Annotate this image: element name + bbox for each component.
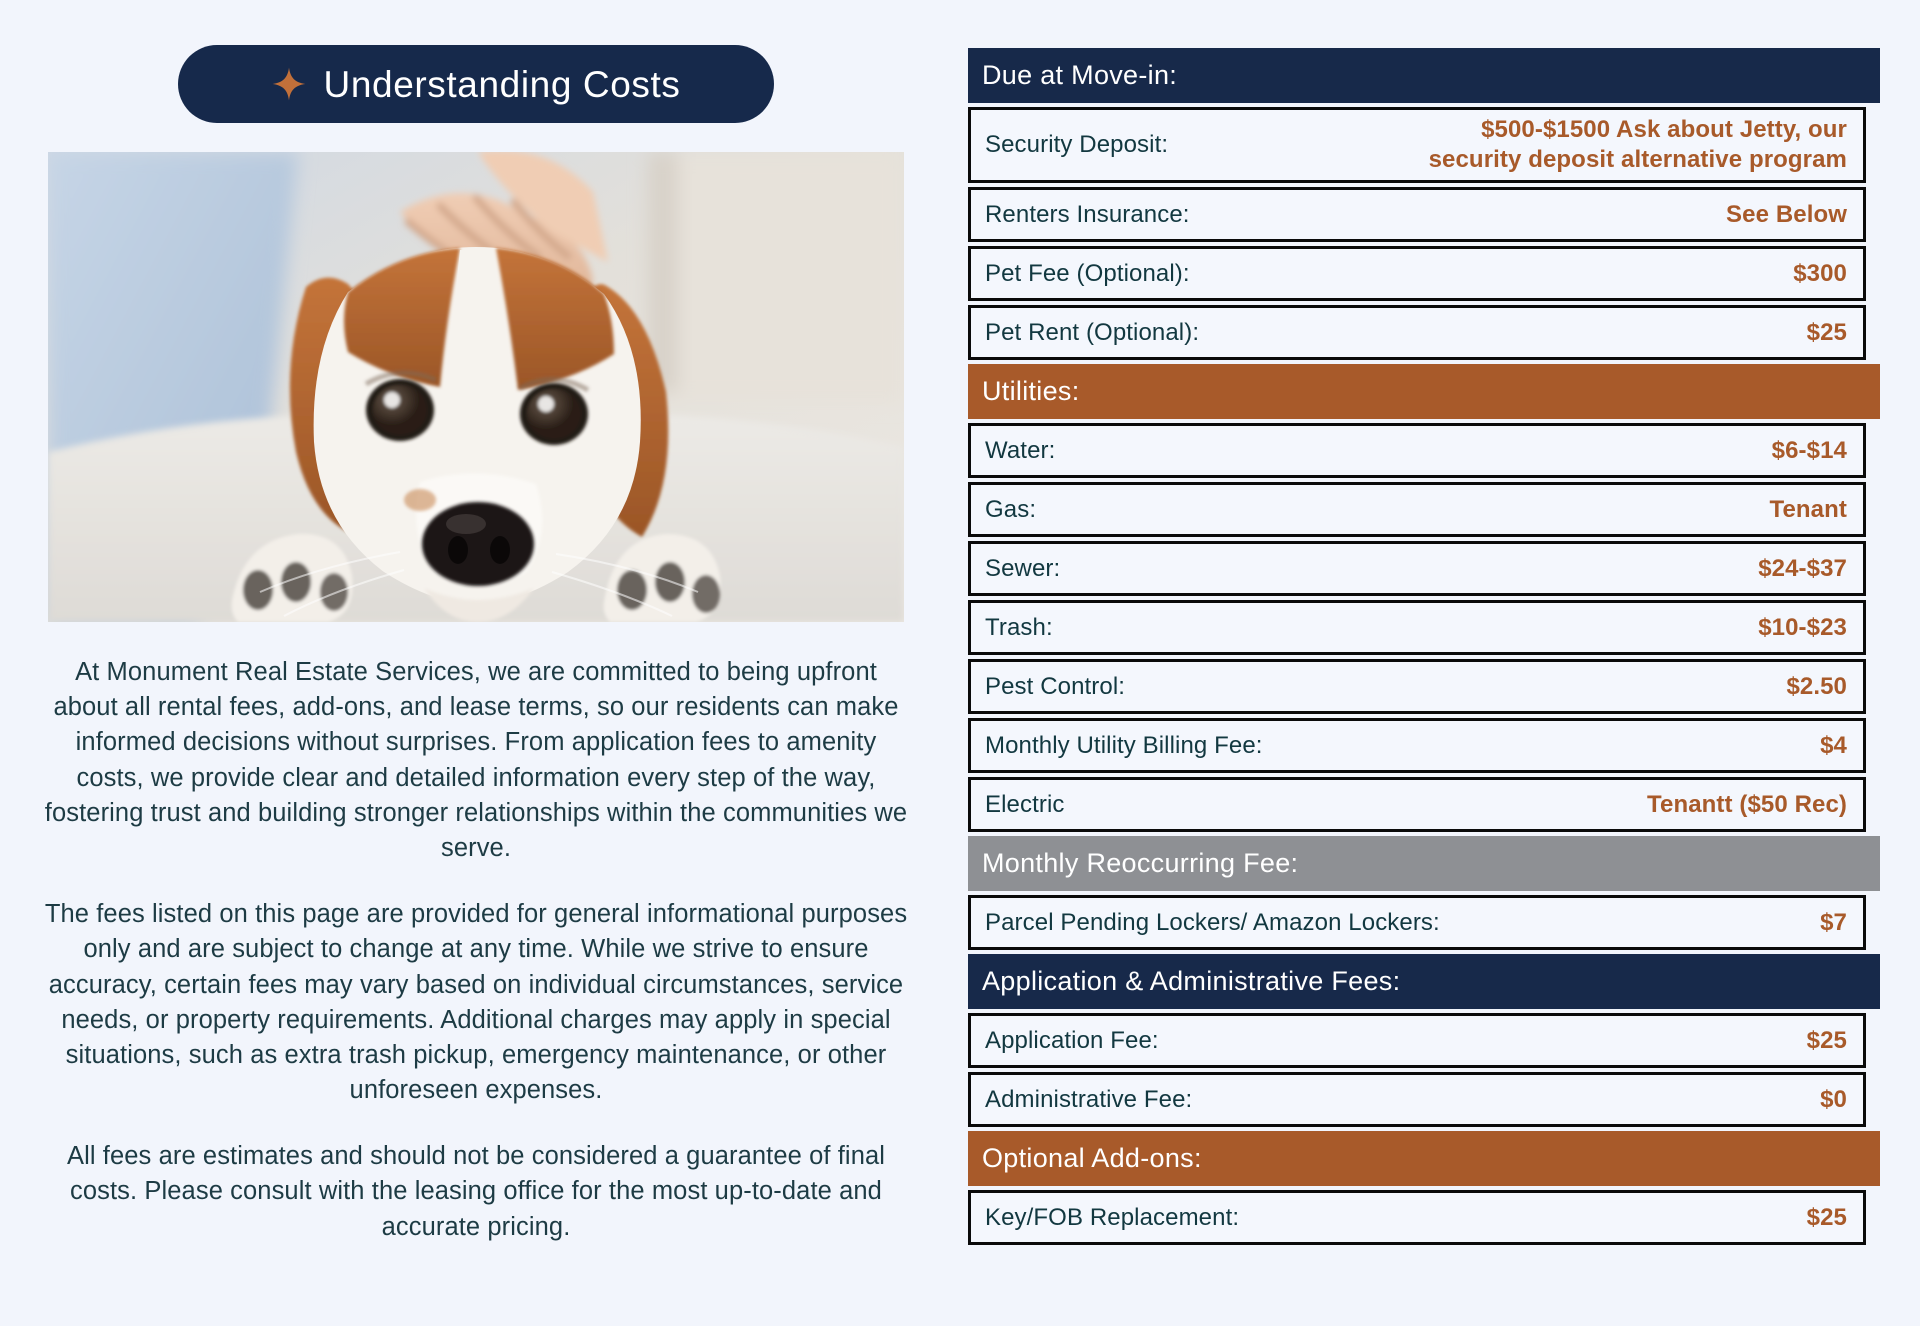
page-title-badge: [178, 45, 774, 123]
fee-section-header: [968, 954, 1880, 1009]
fee-value: Tenant: [1769, 495, 1847, 523]
dog-photo: [48, 152, 904, 622]
fee-section-title: Optional Add-ons:: [982, 1143, 1202, 1174]
fee-label: Key/FOB Replacement:: [985, 1203, 1240, 1231]
fee-section-header: [968, 364, 1880, 419]
fee-value: $7: [1820, 908, 1847, 936]
fee-section-title: Due at Move-in:: [982, 60, 1178, 90]
fee-value: $6-$14: [1771, 436, 1847, 464]
fee-row: [968, 423, 1866, 478]
fee-row: [968, 1072, 1866, 1127]
fee-label: Renters Insurance:: [985, 200, 1190, 228]
page-title: Understanding Costs: [323, 63, 681, 105]
sparkle-star-icon: [272, 67, 306, 101]
fee-label: Pet Fee (Optional):: [985, 259, 1190, 287]
fee-row: [968, 305, 1866, 360]
fee-row: [968, 541, 1866, 596]
fee-row: [968, 1013, 1866, 1068]
fee-section-header: [968, 836, 1880, 891]
fee-label: Gas:: [985, 495, 1037, 523]
body-copy: [40, 655, 912, 1245]
fee-label: Electric: [985, 790, 1065, 818]
fee-table: [968, 48, 1880, 1249]
fee-label: Water:: [985, 436, 1056, 464]
fee-row: [968, 107, 1866, 183]
fee-value: $10-$23: [1758, 613, 1847, 641]
fee-value: $4: [1820, 731, 1847, 759]
fee-value: $300: [1793, 259, 1847, 287]
fee-label: Application Fee:: [985, 1026, 1159, 1054]
fee-row: [968, 777, 1866, 832]
fee-value: $25: [1806, 318, 1847, 346]
fee-row: [968, 718, 1866, 773]
fee-section-header: [968, 48, 1880, 103]
fee-label: Sewer:: [985, 554, 1061, 582]
fee-row: [968, 600, 1866, 655]
paragraph-1: At Monument Real Estate Services, we are committed to being upfront about all rental fees, add-ons, and lease terms, so our residents can make informed decisions without surprises. From application fees to amenity costs, we provide clear and detailed information every step of the way, fostering trust and building stronger relationships within the communities we serve.: [44, 658, 908, 862]
fee-value: Tenantt ($50 Rec): [1647, 790, 1847, 818]
dog-photo-illustration: [48, 152, 904, 622]
fee-value: $25: [1806, 1026, 1847, 1054]
fee-value: $25: [1806, 1203, 1847, 1231]
fee-label: Parcel Pending Lockers/ Amazon Lockers:: [985, 908, 1440, 936]
fee-value: $500-$1500 Ask about Jetty, our security deposit alternative program: [1428, 116, 1847, 174]
fee-row: [968, 895, 1866, 950]
paragraph-3: All fees are estimates and should not be considered a guarantee of final costs. Please consult with the leasing office for the most up-to-date and accurate pricing.: [66, 1142, 886, 1241]
fee-section-title: Application & Administrative Fees:: [982, 966, 1401, 997]
left-column: [0, 0, 930, 1326]
fee-section-header: [968, 1131, 1880, 1186]
fee-label: Security Deposit:: [985, 131, 1169, 159]
fee-label: Administrative Fee:: [985, 1085, 1193, 1113]
fee-value: $24-$37: [1758, 554, 1847, 582]
paragraph-2: The fees listed on this page are provided for general informational purposes only and are subject to change at any time. While we strive to ensure accuracy, certain fees may vary based on individual circumstances, service needs, or property requirements. Additional charges may apply in special situations, such as extra trash pickup, emergency maintenance, or other unforeseen expenses.: [44, 900, 908, 1105]
fee-value: See Below: [1726, 200, 1847, 228]
fee-section-title: Utilities:: [982, 376, 1080, 407]
fee-row: [968, 482, 1866, 537]
fee-value: $0: [1820, 1085, 1847, 1113]
fee-row: [968, 659, 1866, 714]
fee-value: $2.50: [1786, 672, 1847, 700]
fee-row: [968, 187, 1866, 242]
fee-section-title: Monthly Reoccurring Fee:: [982, 848, 1299, 879]
fee-row: [968, 1190, 1866, 1245]
fee-label: Pest Control:: [985, 672, 1126, 700]
fee-label: Trash:: [985, 613, 1053, 641]
fee-label: Pet Rent (Optional):: [985, 318, 1200, 346]
fee-row: [968, 246, 1866, 301]
fee-label: Monthly Utility Billing Fee:: [985, 731, 1263, 759]
